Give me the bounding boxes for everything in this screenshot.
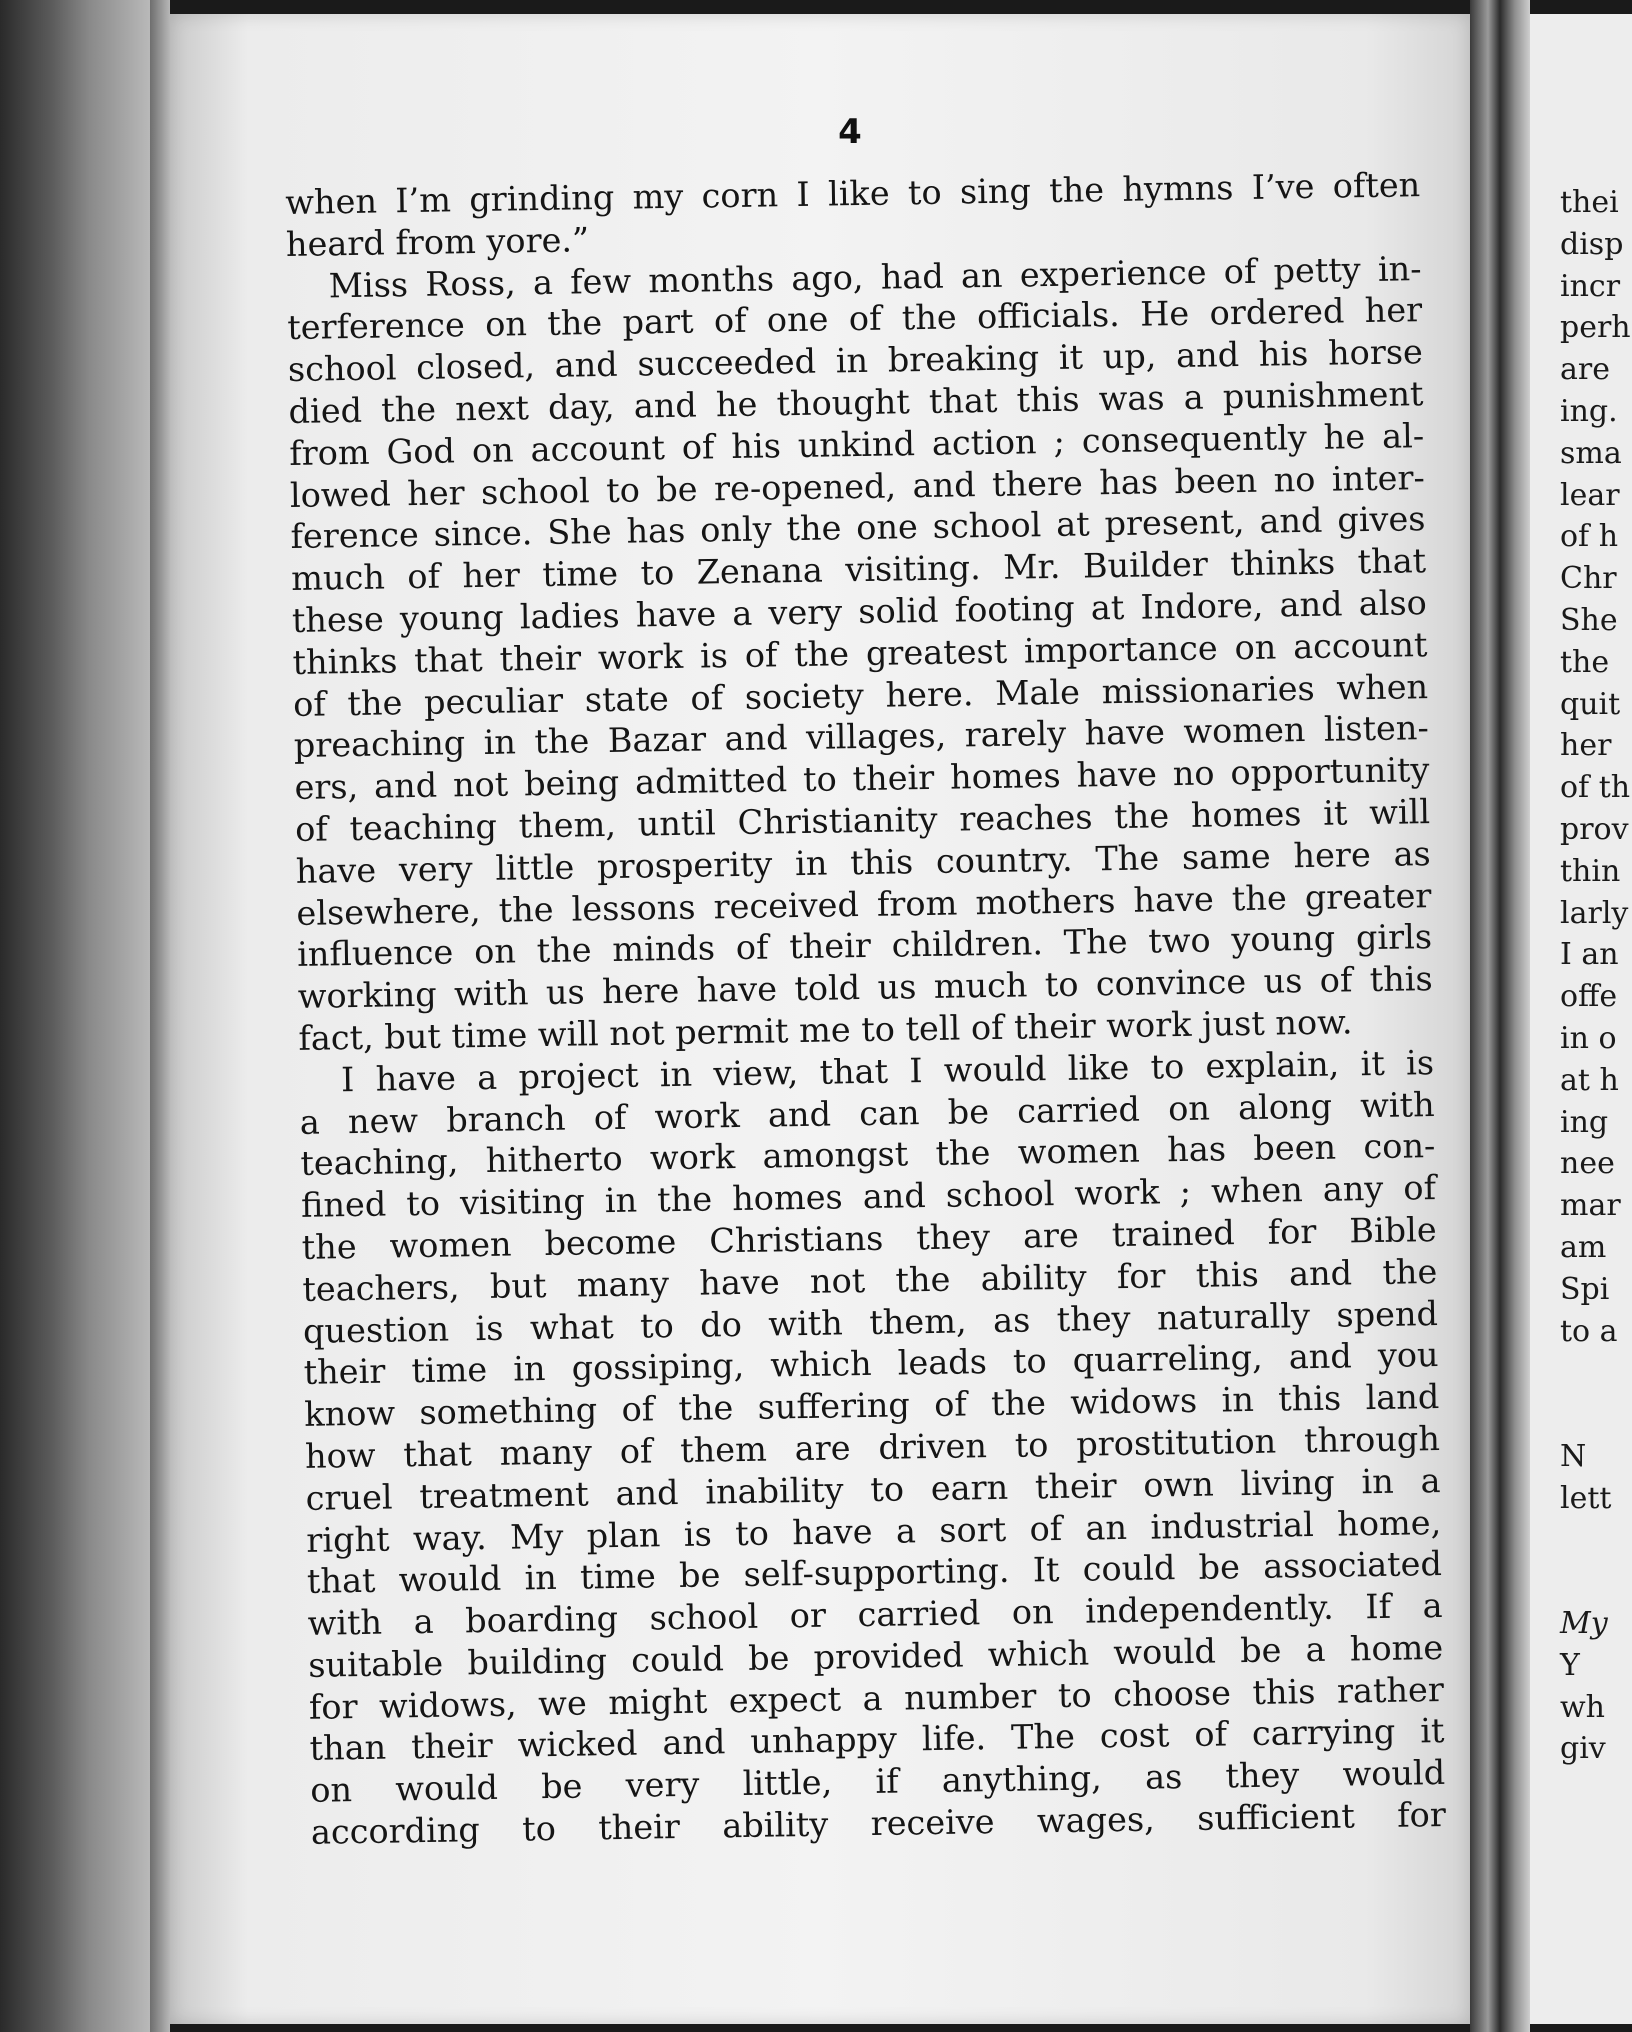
- text-line: than their wicked and unhappy life. The cost of carrying it: [309, 1711, 1445, 1769]
- text-line: of teaching them, until Christianity reaches the homes it will: [294, 792, 1431, 849]
- text-line: elsewhere, the lessons received from mothers have the greater: [296, 875, 1432, 933]
- text-line: their time in gossiping, which leads to quarreling, and you: [303, 1335, 1439, 1393]
- right-page-line-fragment: lett: [1560, 1480, 1612, 1516]
- text-line: according to their ability receive wages, sufficient for: [310, 1795, 1447, 1852]
- text-line: suitable building could be provided which would be a home: [307, 1627, 1444, 1685]
- right-page-line-fragment: to a: [1560, 1313, 1618, 1349]
- text-line: right way. My plan is to have a sort of an industrial home,: [306, 1502, 1442, 1560]
- text-line: question is what to do with them, as they naturally spend: [302, 1293, 1439, 1351]
- right-page-line-fragment: am: [1560, 1229, 1607, 1265]
- text-line: Miss Ross, a few months ago, had an experience of petty in-: [328, 248, 1422, 305]
- text-line: the women become Christians they are trained for Bible: [301, 1209, 1437, 1267]
- book-cover-edge: [0, 0, 150, 2032]
- page-stack-edge: [150, 0, 170, 2032]
- text-line: these young ladies have a very solid footing at Indore, and also: [291, 583, 1428, 640]
- right-page-line-fragment: at h: [1560, 1062, 1619, 1098]
- text-line: thinks that their work is of the greatest importance on account: [292, 624, 1428, 682]
- right-page-line-fragment: quit: [1560, 686, 1621, 722]
- right-page-line-fragment: ing.: [1560, 393, 1618, 429]
- text-line: how that many of them are driven to prostitution through: [304, 1418, 1441, 1476]
- right-page-line-fragment: her: [1560, 728, 1612, 764]
- left-page: [170, 14, 1470, 2024]
- right-page-line-fragment: are: [1560, 352, 1610, 388]
- right-page-line-fragment: She: [1560, 602, 1618, 638]
- text-line: on would be very little, if anything, as they would: [309, 1753, 1446, 1811]
- right-page-line-fragment: wh: [1560, 1689, 1605, 1725]
- page-body-text: [285, 164, 1446, 1853]
- text-line: teaching, hitherto work amongst the women has been con-: [300, 1126, 1436, 1184]
- text-line: terference on the part of one of the officials. He ordered her: [286, 290, 1423, 348]
- text-line: ference since. She has only the one school at present, and gives: [290, 499, 1426, 557]
- right-page-line-fragment: sma: [1560, 435, 1622, 471]
- text-line: have very little prosperity in this country. The same here as: [295, 833, 1431, 891]
- text-line: preaching in the Bazar and villages, rarely have women listen-: [293, 708, 1430, 766]
- right-page-line-fragment: Y: [1560, 1647, 1580, 1683]
- text-line: when I’m grinding my corn I like to sing the hymns I’ve often: [285, 165, 1421, 222]
- right-page-line-fragment: incr: [1560, 268, 1621, 304]
- right-page-line-fragment: offe: [1560, 979, 1618, 1015]
- right-page-line-fragment: thin: [1560, 853, 1621, 889]
- right-page-line-fragment: prov: [1560, 811, 1629, 847]
- text-line: influence on the minds of their children. The two young girls: [296, 917, 1433, 975]
- right-page-line-fragment: the: [1560, 644, 1610, 680]
- right-page-line-fragment: My: [1560, 1606, 1608, 1642]
- right-page-line-fragment: I an: [1560, 937, 1619, 973]
- right-page-line-fragment: of th: [1560, 770, 1631, 806]
- right-page-text-fragments: [1560, 182, 1631, 1770]
- right-page-line-fragment: thei: [1560, 185, 1619, 220]
- text-line: for widows, we might expect a number to choose this rather: [308, 1669, 1445, 1727]
- text-line: died the next day, and he thought that this was a punishment: [288, 374, 1424, 431]
- text-line: fined to visiting in the homes and school work ; when any of: [300, 1168, 1437, 1225]
- text-line: know something of the suffering of the widows in this land: [304, 1377, 1440, 1434]
- right-page-line-fragment: N: [1560, 1438, 1587, 1474]
- right-page-line-fragment: [1560, 1561, 1631, 1603]
- right-page-line-fragment: Spi: [1560, 1271, 1610, 1307]
- book-gutter: [1470, 0, 1530, 2032]
- text-line: working with us here have told us much to convince us of this: [297, 959, 1433, 1017]
- text-line: much of her time to Zenana visiting. Mr. Builder thinks that: [290, 541, 1427, 599]
- right-page-line-fragment: nee: [1560, 1146, 1615, 1182]
- text-line: from God on account of his unkind action ; consequently he al-: [288, 415, 1425, 473]
- text-line: school closed, and succeeded in breaking it up, and his horse: [287, 332, 1424, 390]
- right-page-line-fragment: Chr: [1560, 561, 1617, 597]
- right-page-line-fragment: in o: [1560, 1020, 1617, 1056]
- text-line: fact, but time will not permit me to tell of their work just now.: [298, 1002, 1353, 1058]
- right-page-line-fragment: [1560, 1520, 1631, 1562]
- text-line: cruel treatment and inability to earn their own living in a: [305, 1460, 1441, 1518]
- right-page-line-fragment: [1560, 1394, 1631, 1436]
- text-line: with a boarding school or carried on independently. If a: [307, 1586, 1443, 1643]
- right-page-line-fragment: disp: [1560, 226, 1624, 262]
- text-line: of the peculiar state of society here. Male missionaries when: [292, 666, 1429, 724]
- text-line: lowed her school to be re-opened, and there has been no inter-: [289, 457, 1426, 515]
- right-page-line-fragment: ing: [1560, 1104, 1609, 1140]
- text-line: ers, and not being admitted to their homes have no opportunity: [294, 750, 1430, 808]
- right-page-line-fragment: mar: [1560, 1188, 1621, 1224]
- text-line: that would in time be self-supporting. It could be associated: [306, 1544, 1443, 1602]
- right-page-line-fragment: larly: [1560, 895, 1629, 931]
- right-page-line-fragment: perh: [1560, 310, 1631, 346]
- text-line: heard from yore.”: [285, 220, 590, 264]
- text-line: I have a project in view, that I would like to explain, it is: [340, 1042, 1435, 1099]
- right-page-edge: [1530, 14, 1632, 2024]
- text-line: teachers, but many have not the ability for this and the: [302, 1251, 1438, 1309]
- right-page-line-fragment: giv: [1560, 1731, 1606, 1767]
- text-line: a new branch of work and can be carried on along with: [299, 1084, 1435, 1142]
- right-page-line-fragment: lear: [1560, 477, 1620, 513]
- right-page-line-fragment: of h: [1560, 519, 1619, 555]
- page-number: 4: [838, 112, 862, 152]
- right-page-line-fragment: [1560, 1352, 1631, 1394]
